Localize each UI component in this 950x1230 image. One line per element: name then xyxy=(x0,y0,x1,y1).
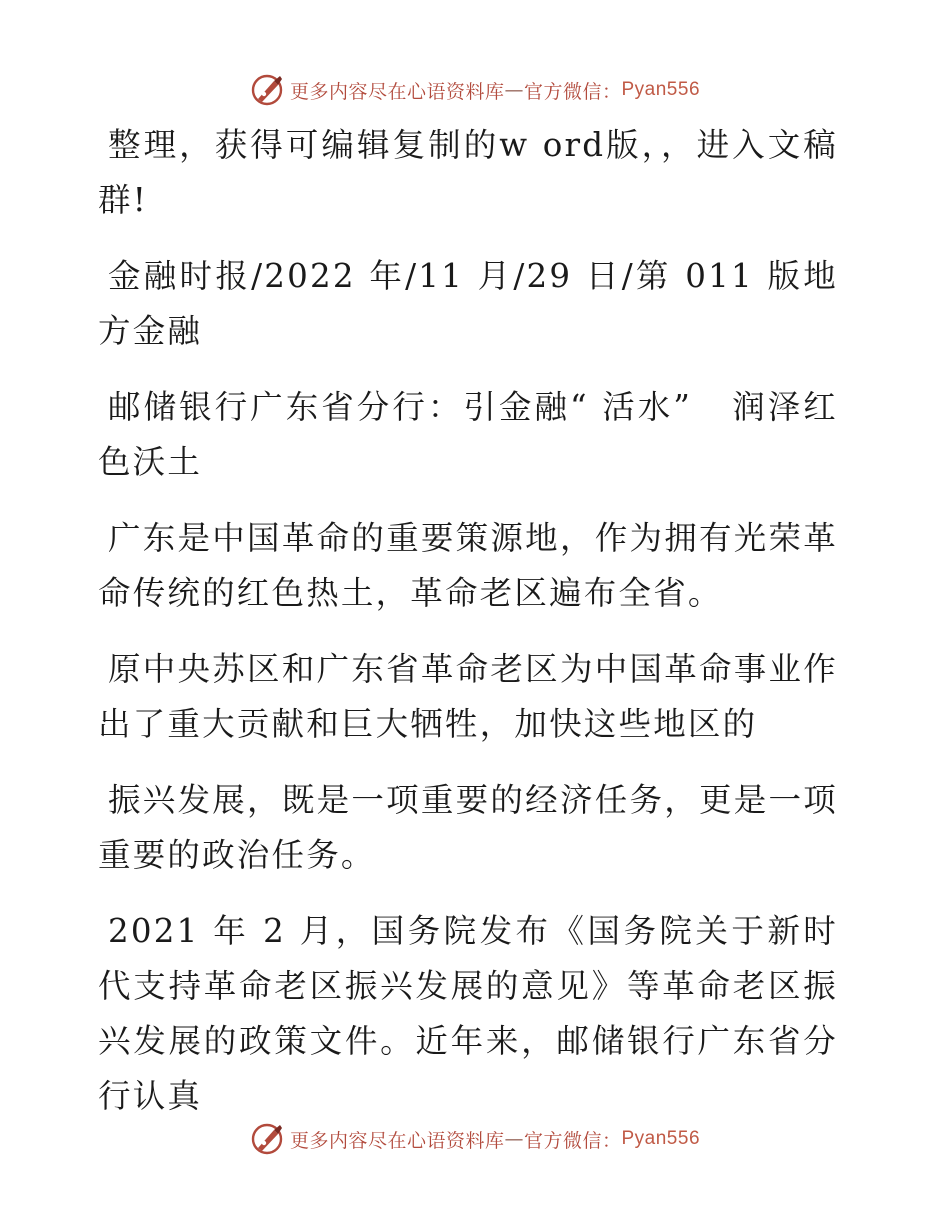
banner-main-text: 更多内容尽在心语资料库 xyxy=(289,1129,505,1152)
text-line: 振兴发展，既是一项重要的经济任务，更是一项 xyxy=(108,781,838,819)
text-line: 2021 年 2 月，国务院发布《国务院关于新时代 xyxy=(98,912,838,1005)
pen-logo-icon xyxy=(250,72,286,108)
header-watermark-banner xyxy=(0,72,950,108)
text-line: 命传统的红色热土，革命老区遍布全省。 xyxy=(98,574,723,612)
banner-contact-id: Pyan556 xyxy=(621,1128,701,1149)
banner-separator: — xyxy=(504,1128,524,1150)
paragraph-notice xyxy=(98,118,838,228)
paragraph-body xyxy=(98,773,838,883)
paragraph-source xyxy=(98,249,838,359)
text-line: 金融时报/2022 年/11 月/29 日/第 011 版地方 xyxy=(98,257,838,350)
banner-main-text: 更多内容尽在心语资料库 xyxy=(289,80,505,103)
text-line: 原中央苏区和广东省革命老区为中国革命事业作 xyxy=(108,650,838,688)
text-line: 邮储银行广东省分行：引金融“ 活水” 润泽 xyxy=(108,388,804,426)
text-line: 广东是中国革命的重要策源地，作为拥有光荣革 xyxy=(108,519,838,557)
paragraph-body xyxy=(98,511,838,621)
text-line: 整理，获得可编辑复制的w ord版，，进入文稿 xyxy=(108,126,838,164)
banner-contact-label: 官方微信： xyxy=(523,1129,622,1152)
banner-separator: — xyxy=(504,79,524,101)
text-line: 群! xyxy=(98,181,148,219)
paragraph-headline xyxy=(98,380,838,490)
paragraph-body xyxy=(98,642,838,752)
pen-logo-icon xyxy=(250,1121,286,1157)
text-line: 红色沃土 xyxy=(98,388,838,481)
banner-contact-label: 官方微信： xyxy=(523,80,622,103)
text-line: 金融 xyxy=(132,312,203,350)
text-line: 出了重大贡献和巨大牺牲，加快这些地区的 xyxy=(98,705,758,743)
text-line: 展的政策文件。近年来，邮储银行广东省分行认真 xyxy=(98,1022,838,1115)
text-line: 支持革命老区振兴发展的意见》等革命老区振兴发 xyxy=(98,967,838,1060)
footer-watermark-banner xyxy=(0,1121,950,1157)
text-line: 重要的政治任务。 xyxy=(98,836,376,874)
document-body xyxy=(98,118,838,1145)
banner-contact-id: Pyan556 xyxy=(621,79,701,100)
paragraph-body xyxy=(98,904,838,1124)
